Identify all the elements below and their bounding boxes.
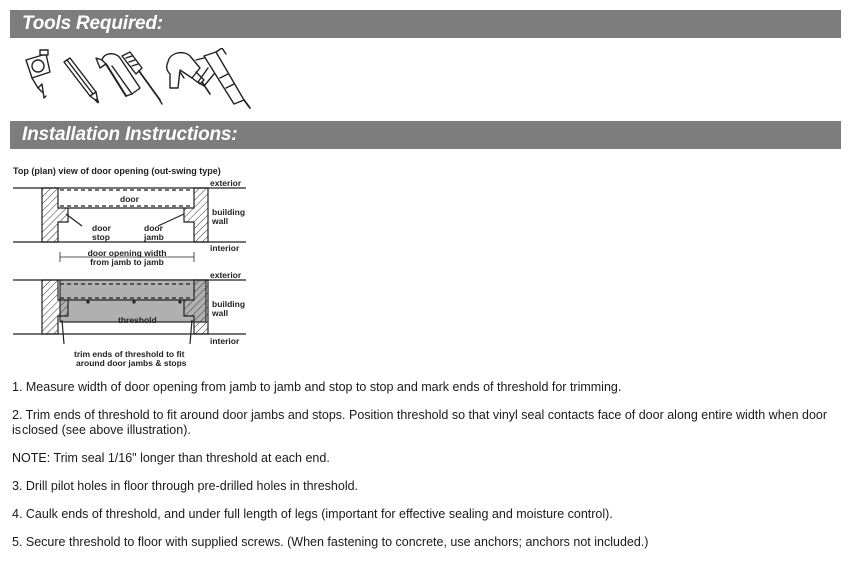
building-label-top: building (212, 207, 246, 217)
installation-instructions-title: Installation Instructions: (22, 124, 238, 145)
interior-label-bottom: interior (210, 336, 240, 346)
caulk-gun-icon (196, 48, 250, 108)
screwdriver-icon (122, 52, 162, 104)
pencil-icon (64, 58, 98, 102)
exterior-label-top: exterior (210, 178, 242, 188)
step-5: 5. Secure threshold to floor with supplied screws. (When fastening to concrete, use anchors; anchors not included.) (12, 535, 649, 549)
tools-required-title: Tools Required: (22, 13, 163, 34)
step-1: 1. Measure width of door opening from jamb to jamb and stop to stop and mark ends of threshold for trimming. (12, 380, 622, 394)
tools-row (20, 48, 260, 112)
trim-label-2: around door jambs & stops (76, 358, 187, 368)
door-jamb-label-2: jamb (144, 232, 164, 242)
step-2-line-1: 2. Trim ends of threshold to fit around door jambs and stops. Position threshold so that vinyl seal contacts face of door along entire width when door is (12, 408, 828, 437)
building-label-bottom: building (212, 299, 246, 309)
step-4: 4. Caulk ends of threshold, and under full length of legs (important for effective sealing and moisture control). (12, 507, 613, 521)
pilot-hole (178, 300, 181, 303)
opening-width-label-2: from jamb to jamb (90, 257, 164, 267)
pilot-hole (86, 300, 89, 303)
installation-steps (12, 380, 842, 560)
step-3: 3. Drill pilot holes in floor through pre-drilled holes in threshold. (12, 479, 359, 493)
tape-measure-icon (26, 50, 50, 98)
trim-label-1: trim ends of threshold to fit (74, 349, 185, 359)
opening-width-label-1: door opening width (87, 248, 167, 258)
installation-instructions-header (10, 121, 841, 149)
step-2-line-2: closed (see above illustration). (22, 423, 191, 437)
note: NOTE: Trim seal 1/16" longer than threshold at each end. (12, 451, 330, 465)
wall-label-bottom: wall (212, 308, 229, 318)
diagram-title: Top (plan) view of door opening (out-swing type) (13, 166, 221, 176)
wall-label-top: wall (212, 216, 229, 226)
threshold-plan-diagram (8, 160, 268, 372)
interior-label-top: interior (210, 243, 240, 253)
threshold-label: threshold (118, 315, 157, 325)
tools-required-header (10, 10, 841, 38)
door-label: door (120, 194, 139, 204)
door-jamb-label-1: door (144, 223, 163, 233)
exterior-label-bottom: exterior (210, 270, 242, 280)
door-stop-label-1: door (92, 223, 111, 233)
pilot-hole (132, 300, 135, 303)
door-stop-label-2: stop (92, 232, 110, 242)
